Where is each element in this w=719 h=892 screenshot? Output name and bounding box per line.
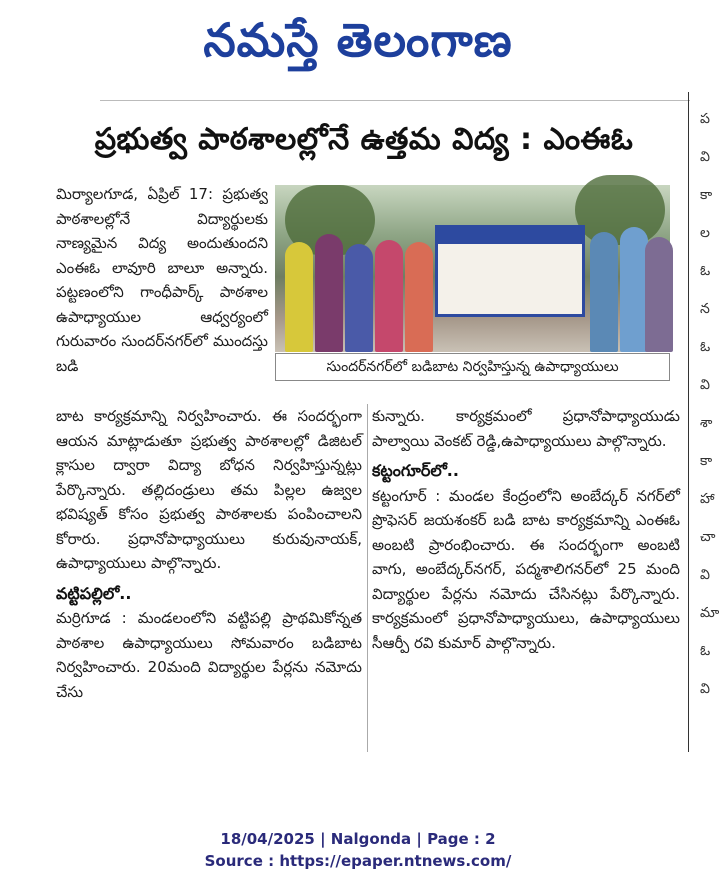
photo-tree (575, 175, 665, 245)
photo-person (375, 240, 403, 352)
photo-person (620, 227, 648, 352)
column-divider (367, 404, 368, 752)
footer-date-edition: 18/04/2025 | Nalgonda | Page : 2 (220, 830, 496, 848)
adjacent-article-fragment: ప వి కా ల ఓ న ఓ వి శా కా హా చా వి మా ఓ వి (700, 111, 719, 697)
article-photo (275, 185, 670, 352)
photo-banner (435, 225, 585, 317)
photo-caption: సుందర్‌నగర్‌లో బడిబాట నిర్వహిస్తున్న ఉపాధ్యాయులు (275, 353, 670, 381)
subheading-vattipalli: వట్టిపల్లిలో.. (56, 583, 132, 603)
article-lead-paragraph: మిర్యాలగూడ, ఏప్రిల్ 17: ప్రభుత్వ పాఠశాలల్లోనే విద్యార్థులకు నాణ్యమైన విద్య అందుతుందని ఎంఈఓ లావూరి బాలూ అన్నారు. పట్టణంలోని గాంధీపార్క్ పాఠశాల ఉపాధ్యాయుల ఆధ్వర్యంలో గురువారం సుందర్‌నగర్‌లో ముందస్తు బడి (56, 185, 268, 375)
photo-person (285, 242, 313, 352)
photo-person (590, 232, 618, 352)
photo-person (405, 242, 433, 352)
paragraph-vattipalli-cont: కున్నారు. కార్యక్రమంలో ప్రధానోపాధ్యాయుడు పాల్వాయి వెంకట్ రెడ్డి,ఉపాధ్యాయులు పాల్గొన్నారు. (372, 407, 680, 450)
article-body-col1 (56, 404, 362, 704)
masthead-title: నమస్తే తెలంగాణ (203, 13, 513, 67)
article-body-col2 (372, 404, 680, 655)
column-separator-right (688, 92, 689, 752)
photo-person (315, 234, 343, 352)
article-headline: ప్రభుత్వ పాఠశాలల్లోనే ఉత్తమ విద్య : ఎంఈఓ (94, 122, 634, 157)
paragraph-continuation: బాట కార్యక్రమాన్ని నిర్వహించారు. ఈ సందర్భంగా ఆయన మాట్లాడుతూ ప్రభుత్వ పాఠశాలల్లో డిజిటల్ క్లాసుల ద్వారా విద్యా బోధన నిర్వహిస్తున్నట్లు పేర్కొన్నారు. తల్లిదండ్రులు తమ పిల్లల ఉజ్వల భవిష్యత్ కోసం ప్రభుత్వ పాఠశాలకు పంపించాలని కోరారు. ప్రధానోపాధ్యాయులు కురువునాయక్, ఉపాధ్యాయులు పాల్గొన్నారు. (56, 407, 362, 572)
paragraph-vattipalli: మర్రిగూడ : మండలంలోని వట్టిపల్లి ప్రాథమికోన్నత పాఠశాల ఉపాధ్యాయులు సోమవారం బడిబాట నిర్వహించారు. 20మంది విద్యార్థుల పేర్లను నమోదు చేసు (56, 609, 362, 701)
subheading-kattangur: కట్టంగూర్‌లో.. (372, 461, 459, 480)
footer-source-link[interactable]: Source : https://epaper.ntnews.com/ (204, 852, 512, 870)
top-rule (100, 100, 690, 101)
footer (0, 828, 716, 872)
photo-person (345, 244, 373, 352)
photo-person (645, 237, 673, 352)
paragraph-kattangur: కట్టంగూర్ : మండల కేంద్రంలోని అంబేద్కర్ నగర్‌లో ప్రొఫెసర్ జయశంకర్ బడి బాట కార్యక్రమాన్ని ఎంఈఓ అంబటి ప్రారంభించారు. ఈ సందర్భంగా అంబటి వాగు, అంబేద్కర్‌నగర్, పద్మశాలిగనర్‌లో 25 మంది విద్యార్థుల పేర్లను నమోదు చేసినట్లు పేర్కొన్నారు. కార్యక్రమంలో ప్రధానోపాధ్యాయులు, ఉపాధ్యాయులు సీఆర్పీ రవి కుమార్ పాల్గొన్నారు. (372, 486, 680, 652)
